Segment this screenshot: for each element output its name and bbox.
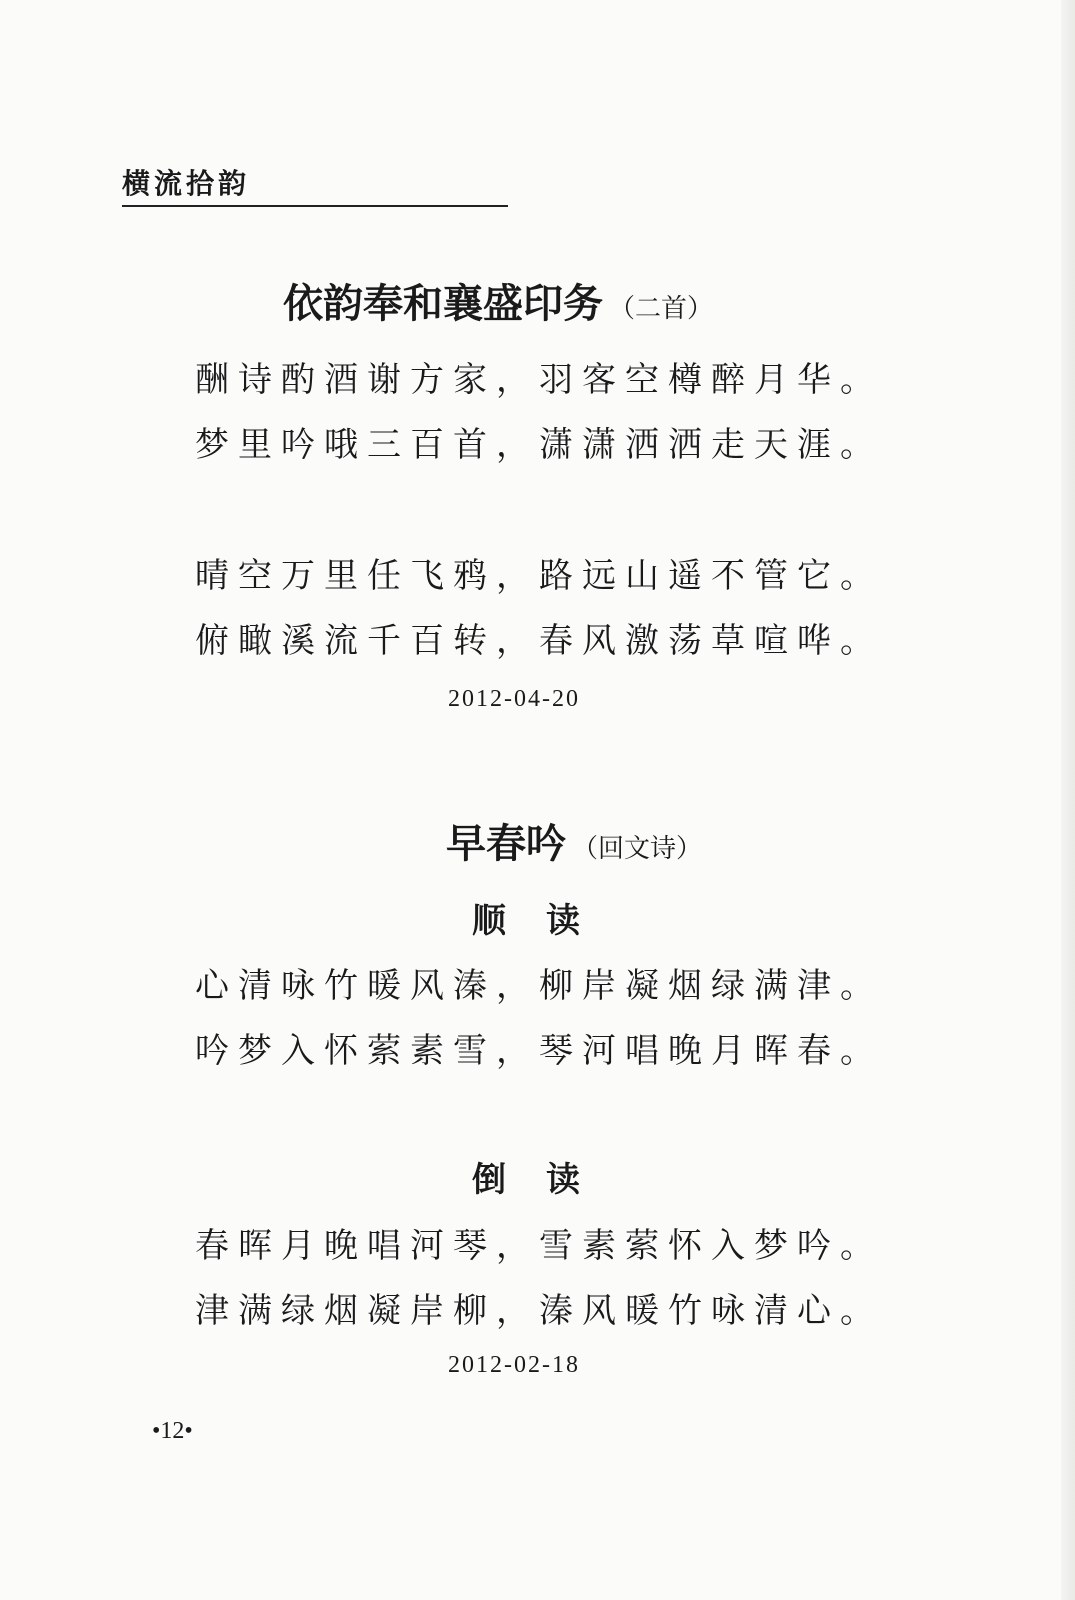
page-edge-shadow (1061, 0, 1075, 1600)
poem2-forward-line: 吟梦入怀萦素雪，琴河唱晚月晖春。 (195, 1031, 883, 1071)
poem1-line: 梦里吟哦三百首，潇潇洒洒走天涯。 (195, 425, 883, 465)
poem1-subtitle: （二首） (609, 294, 714, 324)
poem1-line: 俯瞰溪流千百转，春风激荡草喧哗。 (195, 621, 883, 661)
running-header: 横流拾韵 (122, 167, 251, 200)
poem1-line: 晴空万里任飞鸦，路远山遥不管它。 (195, 556, 883, 596)
forward-reading-heading: 顺读 (472, 901, 620, 941)
poem2-subtitle: （回文诗） (572, 834, 703, 864)
poem1-date: 2012-04-20 (448, 686, 580, 712)
poem2-title: 早春吟 (446, 821, 566, 867)
poem2-reverse-line: 津满绿烟凝岸柳，溱风暖竹咏清心。 (195, 1291, 883, 1331)
poem2-forward-line: 心清咏竹暖风溱，柳岸凝烟绿满津。 (195, 966, 883, 1006)
poem1-title-block (283, 272, 713, 329)
poem1-line: 酬诗酌酒谢方家，羽客空樽醉月华。 (195, 360, 883, 400)
poem2-title-block (446, 812, 702, 869)
poem2-reverse-line: 春晖月晚唱河琴，雪素萦怀入梦吟。 (195, 1226, 883, 1266)
page-number: •12• (152, 1418, 193, 1444)
poem1-title: 依韵奉和襄盛印务 (283, 281, 603, 327)
poem2-date: 2012-02-18 (448, 1352, 580, 1378)
reverse-reading-heading: 倒读 (472, 1160, 620, 1200)
header-rule (122, 205, 508, 207)
